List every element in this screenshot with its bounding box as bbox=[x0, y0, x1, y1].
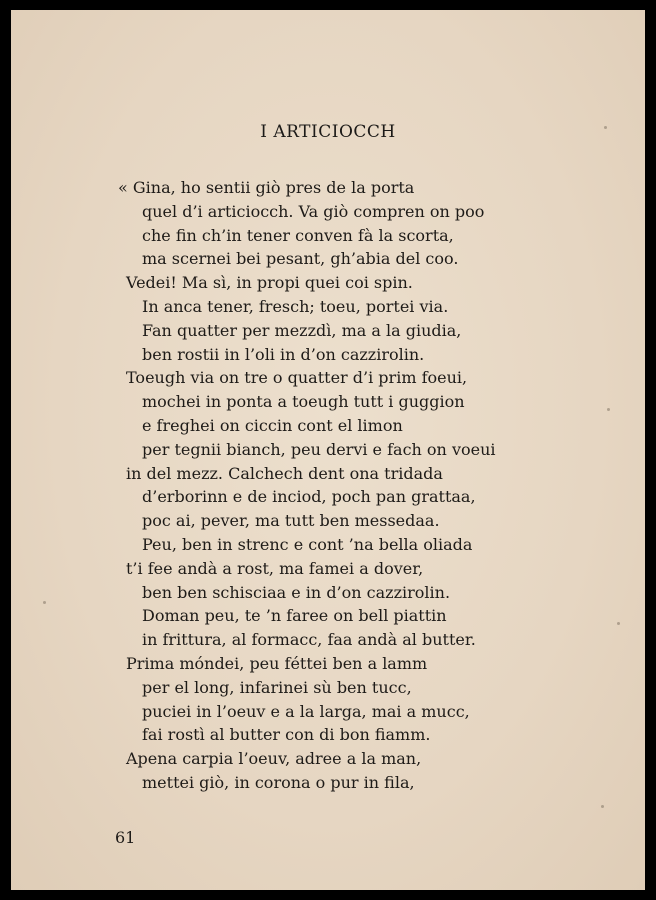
paper-speck bbox=[43, 601, 46, 604]
poem-line: per tegnii bianch, peu dervi e fach on voeui bbox=[142, 440, 496, 459]
poem-line: Doman peu, te ’n faree on bell piattin bbox=[142, 606, 447, 625]
paper-speck bbox=[601, 805, 604, 808]
poem-line: « Gina, ho sentii giò pres de la porta bbox=[118, 178, 415, 197]
poem-line: in del mezz. Calchech dent ona tridada bbox=[126, 464, 443, 483]
poem-title: I ARTICIOCCH bbox=[260, 122, 396, 142]
poem-line: e freghei on ciccin cont el limon bbox=[142, 416, 403, 435]
paper-speck bbox=[604, 126, 607, 129]
paper-speck bbox=[617, 622, 620, 625]
book-page bbox=[11, 10, 645, 890]
poem-line: mochei in ponta a toeugh tutt i guggion bbox=[142, 392, 465, 411]
poem-line: Fan quatter per mezzdì, ma a la giudia, bbox=[142, 321, 462, 340]
poem-line: d’erborinn e de inciod, poch pan grattaa, bbox=[142, 487, 476, 506]
poem-line: quel d’i articiocch. Va giò compren on poo bbox=[142, 202, 485, 221]
poem-line: per el long, infarinei sù ben tucc, bbox=[142, 678, 412, 697]
poem-line: Peu, ben in strenc e cont ’na bella oliada bbox=[142, 535, 473, 554]
poem-line: ben rostii in l’oli in d’on cazzirolin. bbox=[142, 345, 425, 364]
paper-speck bbox=[607, 408, 610, 411]
page-number: 61 bbox=[115, 828, 136, 847]
poem-line: fai rostì al butter con di bon fiamm. bbox=[142, 725, 431, 744]
poem-line: Prima móndei, peu féttei ben a lamm bbox=[126, 654, 428, 673]
poem-line: ma scernei bei pesant, gh’abia del coo. bbox=[142, 249, 459, 268]
poem-line: Toeugh via on tre o quatter d’i prim foeui, bbox=[126, 368, 468, 387]
poem-line: Apena carpia l’oeuv, adree a la man, bbox=[126, 749, 422, 768]
poem-line: puciei in l’oeuv e a la larga, mai a mucc, bbox=[142, 702, 470, 721]
poem-line: ben ben schisciaa e in d’on cazzirolin. bbox=[142, 583, 451, 602]
poem-line: in frittura, al formacc, faa andà al butter. bbox=[142, 630, 476, 649]
poem-line: poc ai, pever, ma tutt ben messedaa. bbox=[142, 511, 440, 530]
poem-line: mettei giò, in corona o pur in fila, bbox=[142, 773, 415, 792]
poem-line: che fin ch’in tener conven fà la scorta, bbox=[142, 226, 454, 245]
poem-line: t’i fee andà a rost, ma famei a dover, bbox=[126, 559, 424, 578]
poem-line: Vedei! Ma sì, in propi quei coi spin. bbox=[126, 273, 413, 292]
poem-line: In anca tener, fresch; toeu, portei via. bbox=[142, 297, 449, 316]
